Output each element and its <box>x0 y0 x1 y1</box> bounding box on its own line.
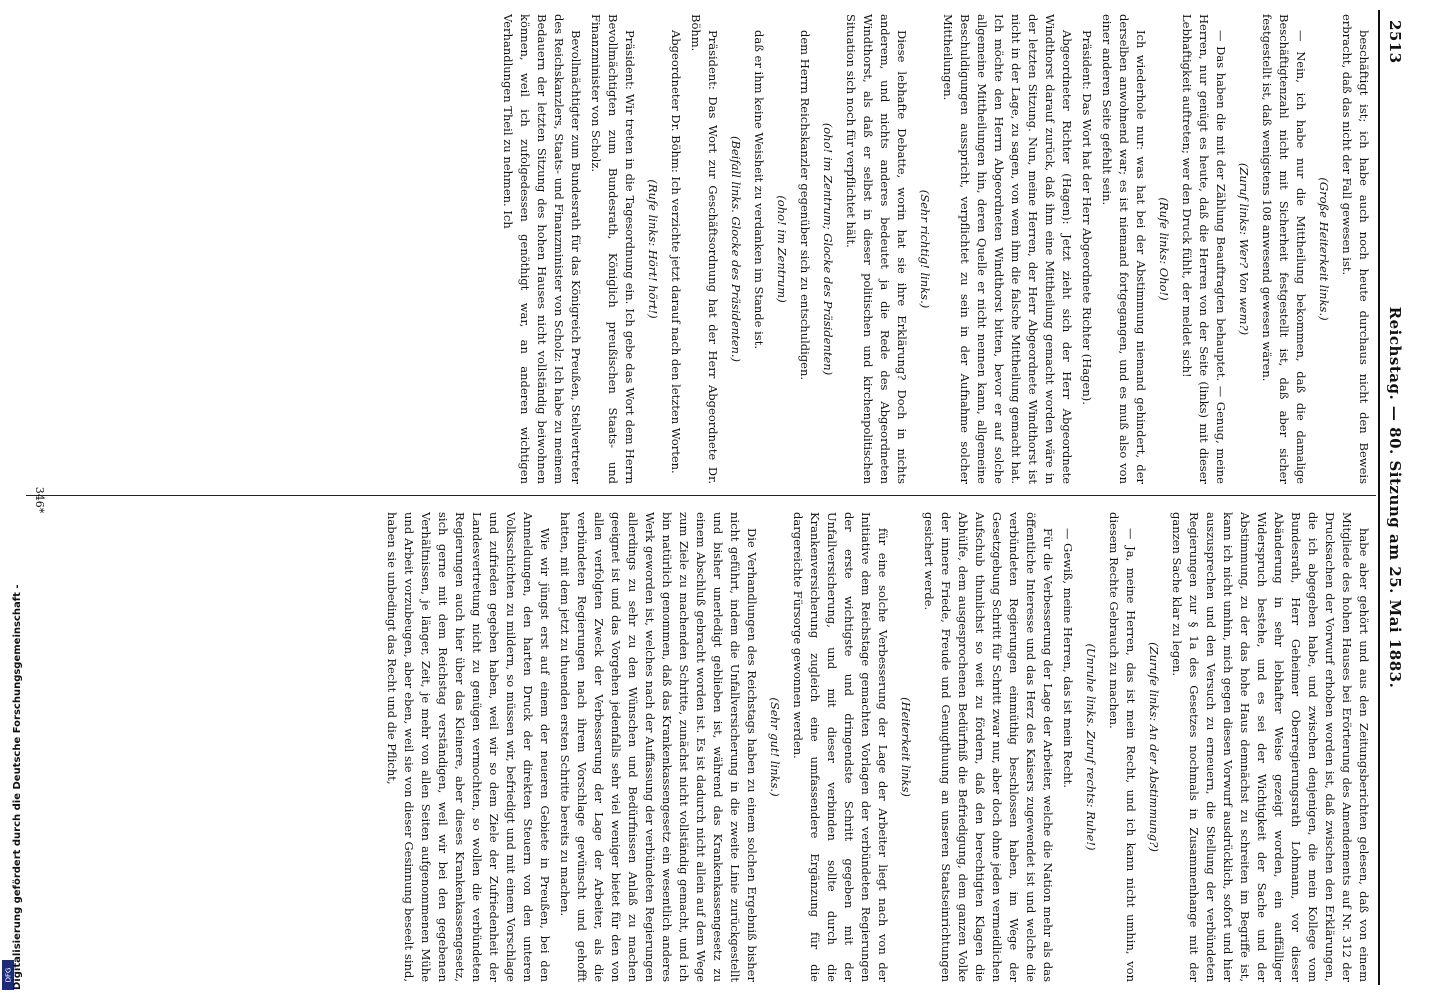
paragraph: (oho! im Zentrum) <box>775 195 789 303</box>
sheet-number: 346* <box>33 486 46 514</box>
paragraph: Wie wir jüngst erst auf einem der neueren Gebiete in Preußen, bei den Anmeldungen, den harten Druck der direkten Steuern von den unteren Volksschichten zu mildern, so müssen wir, befriedigt und mit einem Vorschlage und zufrieden gegeben haben, weil wir so dem Ziele der Zufriedenheit der Landesvertretung nicht zu genügen vermochten, so wollen die verbündeten Regierungen auch hier über das Kleinere, aber dieses Krankenkassengesetz, sich gerne mit dem Reichstag verständigen, weil wir bei den gegebenen Verhältnissen, je länger, Zeit, je mehr von allen Seiten aufgenommenen Mühe und Arbeit vorzubeugen, aber eben, weil sie von dieser Gesinnung beseelt sind, haben sie unbedingt das Recht und die Pflicht, <box>385 512 552 982</box>
right-text-column <box>52 512 1372 982</box>
newspaper-page <box>16 0 1416 1000</box>
page-title: Reichstag. — 80. Sitzung am 25. Mai 1883. <box>1386 306 1404 689</box>
dfg-logo: DFG <box>4 967 12 983</box>
paragraph: (Heiterkeit links) <box>899 697 913 797</box>
header-rule <box>1378 10 1380 985</box>
paragraph: (Rufe links: Hört! hört!) <box>646 179 660 319</box>
paragraph: Diese lebhafte Debatte, worin hat sie ihre Erklärung? Doch in nichts anderem, und nichts anderes bedeutet ja die Rede des Abgeordneten Windthorst, als daß er selbst in dieser politischen und kirchenpolitischen Situation sich noch für verpflichtet hält. <box>844 14 909 484</box>
digitization-banner <box>0 0 23 1000</box>
paragraph: habe aber gehört und aus den Zeitungsberichten gelesen, daß von einem Mitgliede des hohen Hauses bei Erörterung des Amendements auf Nr. 312 der Drucksachen der Vorwurf erhoben worden ist, daß zwischen den Erklärungen, die ich abgegeben habe, und zwischen denjenigen, die mein Kollege vom Bundesrath, Herr Geheimer Oberregierungsrath Lohmann, vor dieser Abänderung in sehr lebhafter Weise gezeigt worden, ein auffälliger Widerspruch bestehe, und es sei der Wichtigkeit der Sache und der Abstimmung, zu der das hohe Haus demnächst zu schreiten im Begriffe ist, kann ich nicht umhin, mich gegen diesen Vorwurf ausdrücklich, sofort und hier auszusprechen und den Versuch zu erneuern, die Stellung der verbündeten Regierungen zur § 1a des Gesetzes nochmals in Zusammenhange mit der ganzen Sache klar zu legen. <box>1170 512 1371 982</box>
paragraph: Abgeordneter Richter (Hagen): Jetzt zieht sich der Herr Abgeordnete Windthorst darauf zurück, daß ihm eine Mittheilung gemacht worden wäre in der letzten Sitzung. Nun, meine Herren, der Herr Abgeordnete Windthorst ist nicht in der Lage, zu sagen, von wem ihm die falsche Mittheilung gemacht hat. Ich möchte den Herrn Abgeordneten Windthorst bitten, bevor er auf solche allgemeine Mittheilungen hin, deren Quelle er nicht nennen kann, allgemeine Beschuldigungen ausspricht, verpflichtet zu sein in der Aufnahme solcher Mittheilungen. <box>941 14 1074 484</box>
paragraph: (Zuruf links: Wer? Von wem?) <box>1237 162 1251 336</box>
paragraph: (Rufe links: Oho!) <box>1157 197 1171 301</box>
paragraph: (Zurufe links: An der Abstimmung?) <box>1147 642 1161 852</box>
paragraph: dem Herrn Reichskanzler gegenüber sich zu entschuldigen. <box>798 30 812 381</box>
paragraph: — Nein, ich habe nur die Mittheilung bekommen, daß die damalige Beschäftigtenzahl nicht mit Sicherheit festgestellt ist, daß aber sicher festgestellt ist, daß wenigstens 108 anwesend gewesen wären. <box>1260 14 1308 484</box>
paragraph: (Sehr gut! links.) <box>768 697 782 797</box>
paragraph: (oho! im Zentrum; Glocke des Präsidenten) <box>821 122 835 376</box>
paragraph: — Das haben die mit der Zählung Beauftragten behauptet. — Genug, meine Herren, nur genügt es heute, daß die Herren von der Seite (links) mit dieser Lebhaftigkeit auftreten; wer den Druck fühlt, der meldet sich! <box>1180 14 1228 484</box>
paragraph: Bevollmächtigter zum Bundesrath für das Königreich Preußen, Stellvertreter des Reichskanzlers, Staats- und Finanzminister von Scholz: Ich habe zu meinem Bedauern der letzten Sitzung des hohen Hauses nicht vollständig beiwohnen können, weil ich zufolgedessen genöthigt war, an anderen wichtigen Verhandlungen Theil zu nehmen. Ich <box>501 14 583 484</box>
paragraph: Präsident: Das Wort zur Geschäftsordnung hat der Herr Abgeordnete Dr. Böhm. <box>689 14 720 484</box>
page-number: 2513 <box>1386 20 1404 64</box>
paragraph: Die Verhandlungen des Reichstags haben zu einem solchen Ergebniß bisher nicht geführt, indem die Unfallversicherung in die zweite Linie zurückgestellt und bisher unerledigt geblieben ist, während das Krankenkassengesetz zu einem Abschluß gebracht worden ist. Es ist dadurch nicht allein auf dem Wege zum Ziele zu machenden Schritte, zunächst nicht vollständig gemacht, und ich bin natürlich genommen, daß das Krankenkassengesetz ein wesentlich anderes Werk geworden ist, welches nach der Auffassung der verbündeten Regierungen allerdings zu sehr zu den Wünschen und Bedürfnissen Anlaß zu machen geeignet ist und das Vorgehen jedenfalls sehr viel weniger bietet für den von allen verfolgten Zweck der Verbesserung der Lage der Arbeiter, als die verbündeten Regierungen nach ihrem Vorschlage gewünscht und gehofft hatten, mit dem jetzt zu thuenden ersten Schritte bereits zu machen. <box>558 512 759 982</box>
paragraph: beschäftigt ist; ich habe auch noch heute durchaus nicht den Beweis erbracht, daß das nicht der Fall gewesen ist. <box>1340 14 1371 484</box>
paragraph: (Sehr richtig! links.) <box>918 189 932 309</box>
paragraph: daß er ihm keine Weisheit zu verdanken im Stande ist. <box>752 30 766 349</box>
column-divider <box>26 495 1376 496</box>
paragraph: (Unruhe links. Zuruf rechts: Ruhe!) <box>1084 643 1098 851</box>
paragraph: Abgeordneter Dr. Böhm: Ich verzichte jetzt darauf nach den letzten Worten. <box>669 30 683 474</box>
paragraph: Ich wiederhole nur: was hat bei der Abstimmung niemand gehindert, der derselben anwohnend war; es ist niemand fortgegangen, und es muß also von einer anderen Seite gefehlt sein. <box>1100 14 1148 484</box>
paragraph: — Ja, meine Herren, das ist mein Recht, und ich kann nicht umhin, von diesem Rechte Gebrauch zu machen. <box>1107 512 1138 982</box>
paragraph: (Beifall links. Glocke des Präsidenten.) <box>729 135 743 363</box>
paragraph: für eine solche Verbesserung der Lage der Arbeiter liegt nach von der Initiative dem Reichstage gemachten Vorlagen der verbündeten Regierungen der erste wichtigste und dringendste Schritt gegeben mit der Unfallversicherung, und mit dieser verbinden sollte durch die Krankenversicherung zugleich eine umfassendere Ergänzung für die dargereichte Fürsorge gewonnen werden. <box>791 512 890 982</box>
left-text-column <box>52 14 1372 484</box>
paragraph: Für die Verbesserung der Lage der Arbeiter, welche die Nation mehr als das öffentliche Interesse und das Herz des Kaisers zugewendet ist und welche die verbündeten Regierungen einmüthig beschlossen haben, im Wege der Gesetzgebung Schritt für Schritt zwar nur, aber doch ohne jeden vermeidlichen Aufschub thunlichst so weit zu fördern, daß den berechtigten Klagen die Abhülfe, dem ausgesprochenen Bedürfniß die Befriedigung, dem ganzen Volke der innere Friede, Freude und Genugthuung an unseren Staatseinrichtungen gesichert werde. <box>922 512 1055 982</box>
paragraph: Präsident: Wir treten in die Tagesordnung ein. Ich gebe das Wort dem Herrn Bevollmächtigten zum Bundesrath, Königlich preußischen Staats- und Finanzminister von Scholz. <box>589 14 637 484</box>
paragraph: Präsident: Das Wort hat der Herr Abgeordnete Richter (Hagen). <box>1080 30 1094 405</box>
paragraph: (Große Heiterkeit links.) <box>1317 177 1331 321</box>
page-header <box>1378 10 1408 985</box>
digitization-credit: Digitalisierung gefördert durch die Deutsche Forschungsgemeinschaft - <box>12 584 23 990</box>
paragraph: — Gewiß, meine Herren, das ist mein Recht. <box>1061 528 1075 788</box>
